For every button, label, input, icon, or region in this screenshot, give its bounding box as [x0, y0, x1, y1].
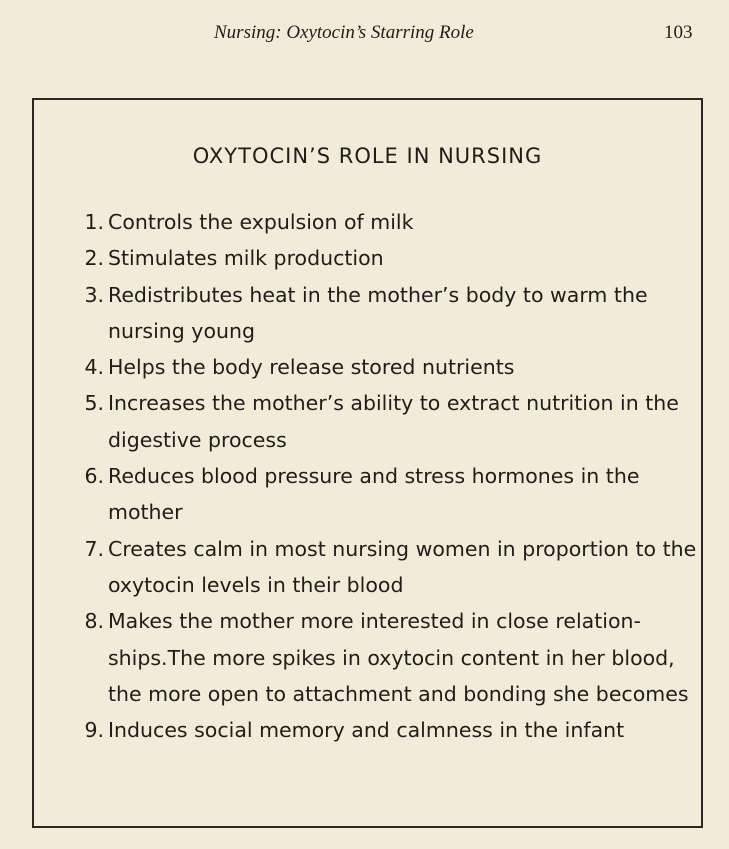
list-item	[78, 349, 698, 385]
item-text: Helps the body release stored nutrients	[108, 355, 515, 380]
item-text: Increases the mother’s ability to extract nutrition in the digestive process	[108, 391, 679, 452]
list-item	[78, 277, 698, 350]
item-number: 1.	[84, 210, 104, 234]
item-number: 5.	[84, 391, 104, 416]
list-item	[78, 385, 698, 458]
item-text: Stimulates milk production	[108, 246, 384, 271]
item-number: 3.	[84, 282, 104, 307]
numbered-list	[78, 204, 698, 748]
item-text: Makes the mother more interested in close relation-ships.The more spikes in oxytocin content in her blood, the more open to attachment and bonding she becomes	[108, 609, 689, 706]
list-item	[78, 204, 698, 240]
item-text: Controls the expulsion of milk	[108, 210, 414, 234]
item-number: 6.	[84, 464, 104, 489]
list-item	[78, 603, 698, 712]
item-number: 4.	[84, 355, 104, 380]
list-item	[78, 458, 698, 531]
item-number: 2.	[84, 246, 104, 271]
item-number: 9.	[84, 718, 104, 743]
list-item	[78, 531, 698, 604]
item-number: 7.	[84, 536, 104, 561]
item-text: Reduces blood pressure and stress hormones in the mother	[108, 464, 640, 525]
item-number: 8.	[84, 609, 104, 634]
item-text: Induces social memory and calmness in the infant	[108, 718, 625, 743]
item-text: Redistributes heat in the mother’s body to warm the nursing young	[108, 282, 648, 343]
list-item	[78, 712, 698, 748]
list-item	[78, 240, 698, 276]
item-text: Creates calm in most nursing women in proportion to the oxytocin levels in their blood	[108, 536, 697, 597]
page-number: 103	[664, 22, 693, 43]
box-title: OXYTOCIN’S ROLE IN NURSING	[192, 144, 543, 168]
sidebar-box	[32, 98, 703, 828]
running-head-title: Nursing: Oxytocin’s Starring Role	[214, 22, 474, 43]
running-head	[0, 20, 729, 50]
